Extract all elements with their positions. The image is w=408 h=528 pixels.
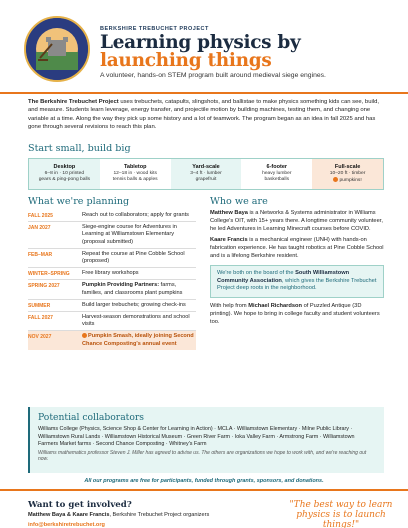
bio-kaare <box>210 237 384 260</box>
scale-line-1: 10–20 ft · timber <box>329 171 366 176</box>
page-title <box>100 34 400 70</box>
footer-title: Want to get involved? <box>28 500 132 510</box>
timeline-body: farms, families, and classrooms plant pumpkins <box>82 282 183 296</box>
scale-line-1: 12–18 in · wood kits <box>113 171 157 176</box>
who-heading: Who we are <box>210 196 268 207</box>
timeline-date: FALL 2025 <box>28 213 53 219</box>
bio-matthew <box>210 210 384 233</box>
scale-tabletop <box>100 159 171 189</box>
timeline-row <box>28 267 196 279</box>
scale-yard <box>171 159 242 189</box>
scale-line-2: basketballs <box>264 177 290 182</box>
timeline-row <box>28 210 196 221</box>
project-kicker: BERKSHIRE TREBUCHET PROJECT <box>100 26 209 32</box>
footer-divider <box>0 489 408 491</box>
timeline-text <box>82 333 196 347</box>
timeline-text <box>82 282 196 296</box>
bio-text: is a mechanical engineer (UNH) with hands-on fabrication experience. He has taught robotics at Pine Cobble School and is a lifelong Berkshire resident. <box>210 237 384 259</box>
title-accent: launching things <box>100 50 272 71</box>
bio-name: Kaare Francis <box>210 237 248 244</box>
scale-line-2: pumpkins! <box>339 178 362 183</box>
scale-line-1: 3–4 ft · lumber <box>190 171 222 176</box>
scale-line-2: gears & ping-pong balls <box>38 177 91 182</box>
header <box>0 0 408 94</box>
plan-timeline <box>28 210 196 350</box>
collaborators-box <box>28 407 384 473</box>
scale-line-1: heavy lumber <box>262 171 292 176</box>
bio-name: Matthew Baya <box>210 210 248 216</box>
helpers-paragraph <box>210 303 384 326</box>
organizer-names: Matthew Baya & Kaare Francis <box>28 512 110 518</box>
timeline-date: FALL 2027 <box>28 315 53 322</box>
scale-line-2: tennis balls & apples <box>112 177 158 182</box>
timeline-text: Free library workshops <box>82 270 139 277</box>
scale-line-2: grapefruit <box>195 177 217 182</box>
timeline-date: WINTER–SPRING <box>28 271 70 278</box>
callout-org: South Williamstown Community Association <box>217 269 350 284</box>
timeline-text: Harvest-season demonstrations and school visits <box>82 314 190 328</box>
intro-paragraph <box>28 98 384 132</box>
timeline-text: Repeat the course at Pine Cobble School (proposed) <box>82 250 185 265</box>
contact-email-link[interactable]: info@berkshiretrebuchet.org <box>28 522 105 528</box>
timeline-body: Pumpkin Smash, ideally joining Second Chance Composting's annual event <box>82 333 194 347</box>
timeline-row <box>28 248 196 267</box>
scale-bar <box>28 158 384 190</box>
scale-full <box>312 159 383 189</box>
timeline-row-highlight <box>28 330 196 349</box>
timeline-text: Build larger trebuchets; growing check-ins <box>82 301 186 308</box>
scale-heading: Start small, build big <box>28 143 131 154</box>
callout-post: , which gives the Berkshire Trebuchet Project deep roots in the neighborhood. <box>217 277 377 292</box>
collaborators-heading: Potential collaborators <box>38 412 144 423</box>
timeline-text: Siege-engine course for Adventures in Learning at Williamstown Elementary (proposal submitted) <box>82 224 177 245</box>
timeline-date: JAN 2027 <box>28 225 51 232</box>
scale-name: Tabletop <box>123 164 147 170</box>
header-divider <box>0 92 408 94</box>
scale-six-footer <box>241 159 312 189</box>
footer-quote: "The best way to learn physics is to launch things!" <box>289 500 393 528</box>
intro-lead: The Berkshire Trebuchet Project <box>28 99 119 105</box>
footer-organizers <box>28 512 209 518</box>
plan-heading: What we're planning <box>28 196 130 207</box>
collaborators-note: Williams mathematics professor Steven J. Miller has agreed to advise us. The others are organizations we hope to work with, and we're reaching out now. <box>38 449 367 463</box>
timeline-date: SPRING 2027 <box>28 283 60 290</box>
timeline-date: FEB–MAR <box>28 251 53 258</box>
callout-pre: We're both on the board of the <box>217 269 296 276</box>
community-callout <box>210 265 384 298</box>
timeline-row <box>28 299 196 311</box>
scale-desktop <box>29 159 100 189</box>
scale-line-1: 6–8 in · 10 printed <box>44 171 85 176</box>
scale-name: Full-scale <box>334 164 361 170</box>
scale-name: 6-footer <box>266 164 288 170</box>
scale-name: Desktop <box>53 164 76 170</box>
timeline-row <box>28 279 196 298</box>
organizer-role: , Berkshire Trebuchet Project organizers <box>109 512 210 518</box>
timeline-row <box>28 311 196 330</box>
helpers-pre: With help from <box>210 303 249 310</box>
collaborators-list: Williams College (Physics, Science Shop & Center for Learning in Action) · MCLA · Williamstown Elementary · Milne Public Library · Williamstown Rural Lands · Williamstown Historical Museum · Green River Farm · Ioka Valley Farm · Armstrong Farm · Williamstown Farmers Market farms · Second Chance Composting · Whitney's Farm <box>38 426 355 448</box>
timeline-lead: Pumpkin Providing Partners: <box>82 282 160 289</box>
page-subtitle: A volunteer, hands-on STEM program built around medieval siege engines. <box>100 72 326 79</box>
bio-text: is a Networks & Systems administrator in Williams College's OIT, with 15+ years there. A longtime community volunteer, he led Adventures in Learning Minecraft courses before COVID. <box>210 210 383 232</box>
project-logo <box>24 16 90 82</box>
pumpkin-icon <box>333 177 338 182</box>
helper-name: Michael Richardson <box>248 303 302 310</box>
helpers-post: of Puzzled Antique (3D printing). We hope to bring in college faculty and student volunteers too. <box>210 303 380 325</box>
timeline-row <box>28 221 196 248</box>
title-main: Learning physics by <box>100 32 301 53</box>
timeline-text: Reach out to collaborators; apply for grants <box>82 212 189 218</box>
timeline-date: NOV 2027 <box>28 334 52 341</box>
pumpkin-icon <box>82 333 87 338</box>
who-section <box>210 210 384 331</box>
timeline-date: SUMMER <box>28 302 51 309</box>
free-note: All our programs are free for participants, funded through grants, sponsors, and donations. <box>84 478 324 484</box>
scale-name: Yard-scale <box>192 164 220 170</box>
intro-body: uses trebuchets, catapults, slingshots, and ballistae to make physics something kids can see, build, and measure. Students learn leverage, energy transfer, and projectile motion by building machines, testing them, and changing one variable at a time. Along the way they pick up some history and a lot of teamwork. The program began as an idea in fall 2025 and has gone through several revisions to reach this plan. <box>28 99 379 131</box>
